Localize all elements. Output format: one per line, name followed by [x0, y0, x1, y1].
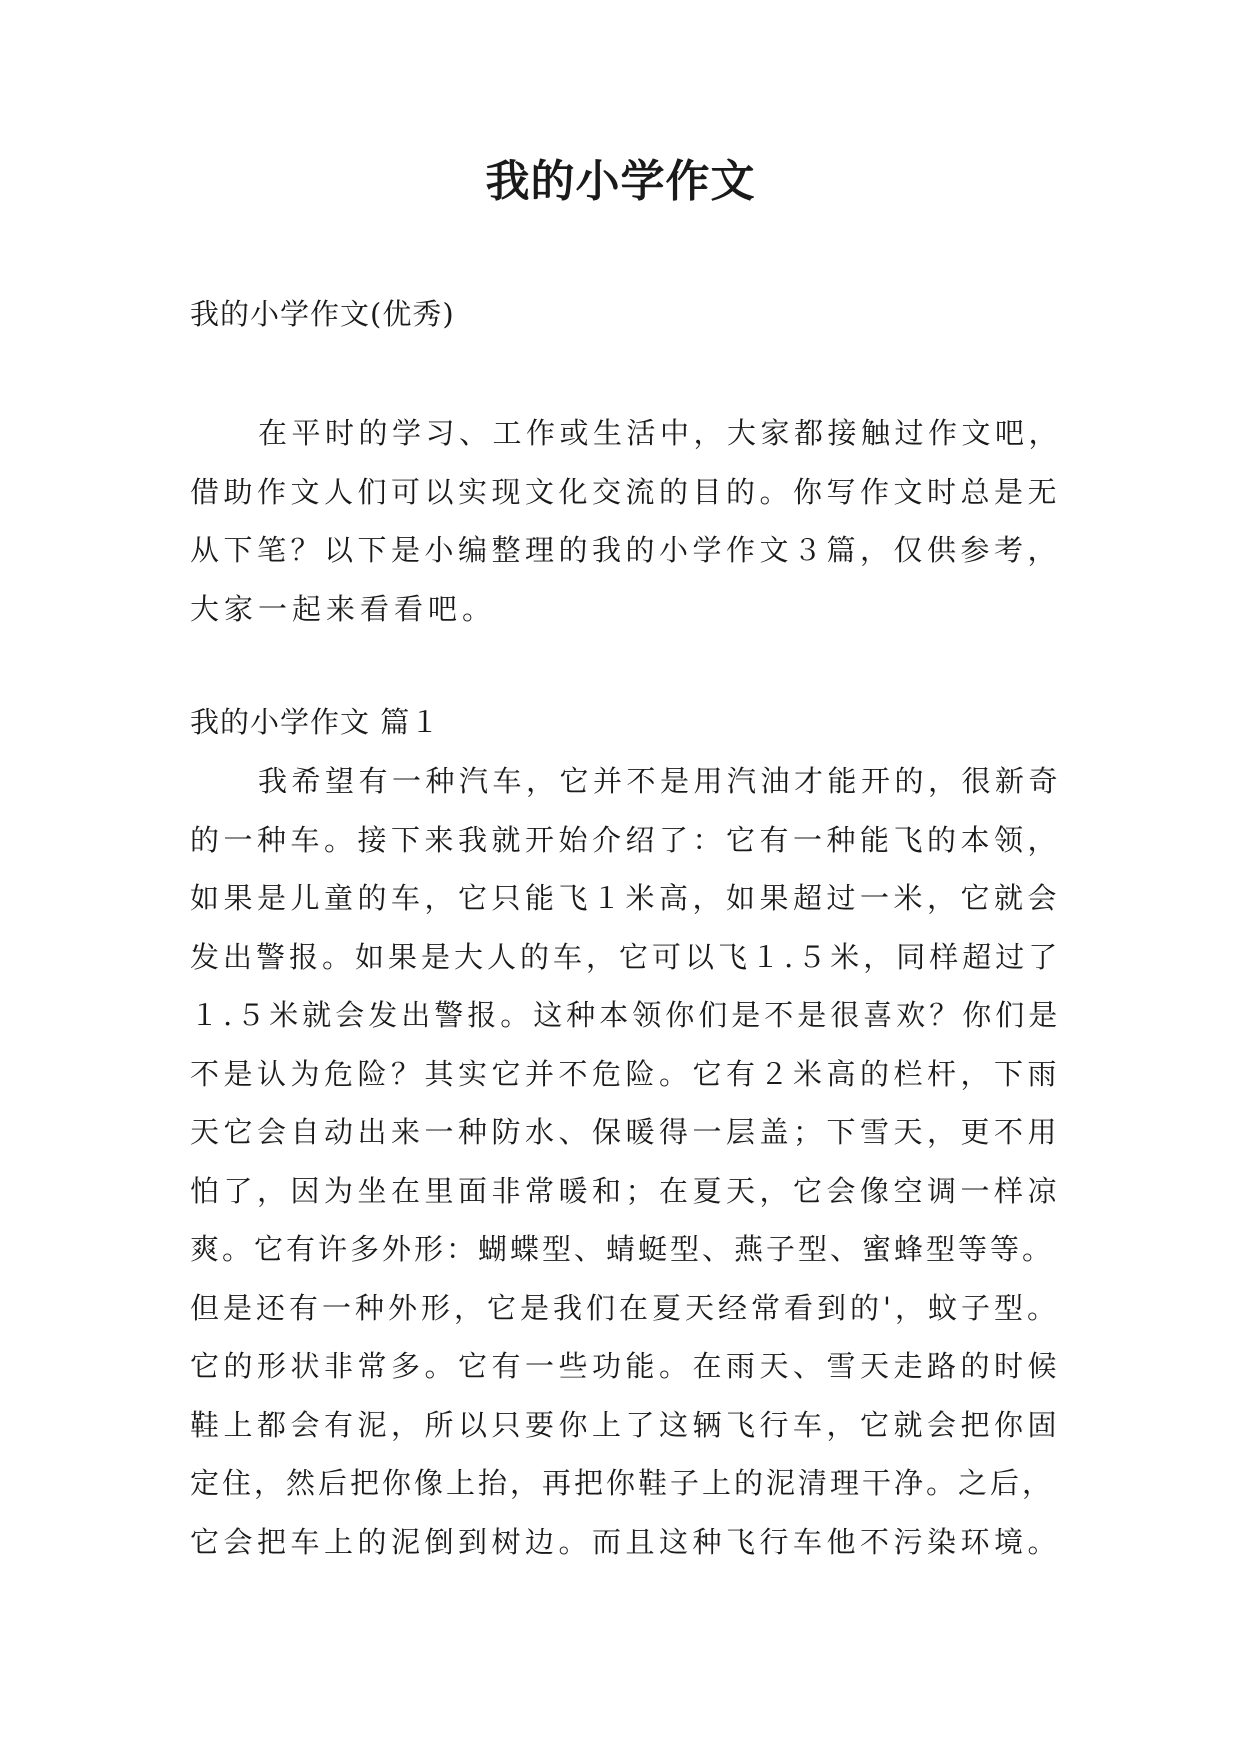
intro-line: 大家一起来看看吧。 [190, 591, 497, 626]
essay-paragraph [190, 752, 1062, 1571]
document-title: 我的小学作文 [485, 156, 756, 207]
essay-line: 定住，然后把你像上抬，再把你鞋子上的泥清理干净。之后， [190, 1466, 1055, 1500]
essay-line: 如果是儿童的车，它只能飞１米高，如果超过一米，它就会 [190, 881, 1062, 915]
essay-line: 我希望有一种汽车，它并不是用汽油才能开的，很新奇 [258, 764, 1063, 798]
intro-line: 借助作文人们可以实现文化交流的目的。你写作文时总是无 [190, 474, 1062, 509]
intro-paragraph [190, 404, 1062, 638]
section-heading: 我的小学作文 篇１ [190, 705, 441, 739]
essay-line: 爽。它有许多外形：蝴蝶型、蜻蜓型、燕子型、蜜蜂型等等。 [190, 1232, 1055, 1266]
essay-line: 不是认为危险？其实它并不危险。它有２米高的栏杆，下雨 [190, 1056, 1062, 1091]
essay-line: 怕了，因为坐在里面非常暖和；在夏天，它会像空调一样凉 [190, 1173, 1062, 1208]
intro-line: 从下笔？以下是小编整理的我的小学作文３篇，仅供参考， [190, 533, 1062, 567]
essay-line: 它的形状非常多。它有一些功能。在雨天、雪天走路的时候 [190, 1349, 1062, 1383]
essay-line: 发出警报。如果是大人的车，它可以飞１.５米，同样超过了 [190, 939, 1062, 974]
intro-line: 在平时的学习、工作或生活中，大家都接触过作文吧， [258, 416, 1063, 450]
essay-line: 天它会自动出来一种防水、保暖得一层盖；下雪天，更不用 [190, 1115, 1062, 1149]
essay-line: 它会把车上的泥倒到树边。而且这种飞行车他不污染环境。 [190, 1524, 1062, 1559]
essay-line: １.５米就会发出警报。这种本领你们是不是很喜欢？你们是 [190, 998, 1062, 1032]
essay-line: 的一种车。接下来我就开始介绍了：它有一种能飞的本领， [190, 822, 1062, 857]
essay-line: 但是还有一种外形，它是我们在夏天经常看到的'，蚊子型。 [190, 1290, 1060, 1325]
document-subtitle: 我的小学作文(优秀) [190, 297, 455, 331]
essay-line: 鞋上都会有泥，所以只要你上了这辆飞行车，它就会把你固 [190, 1407, 1062, 1442]
